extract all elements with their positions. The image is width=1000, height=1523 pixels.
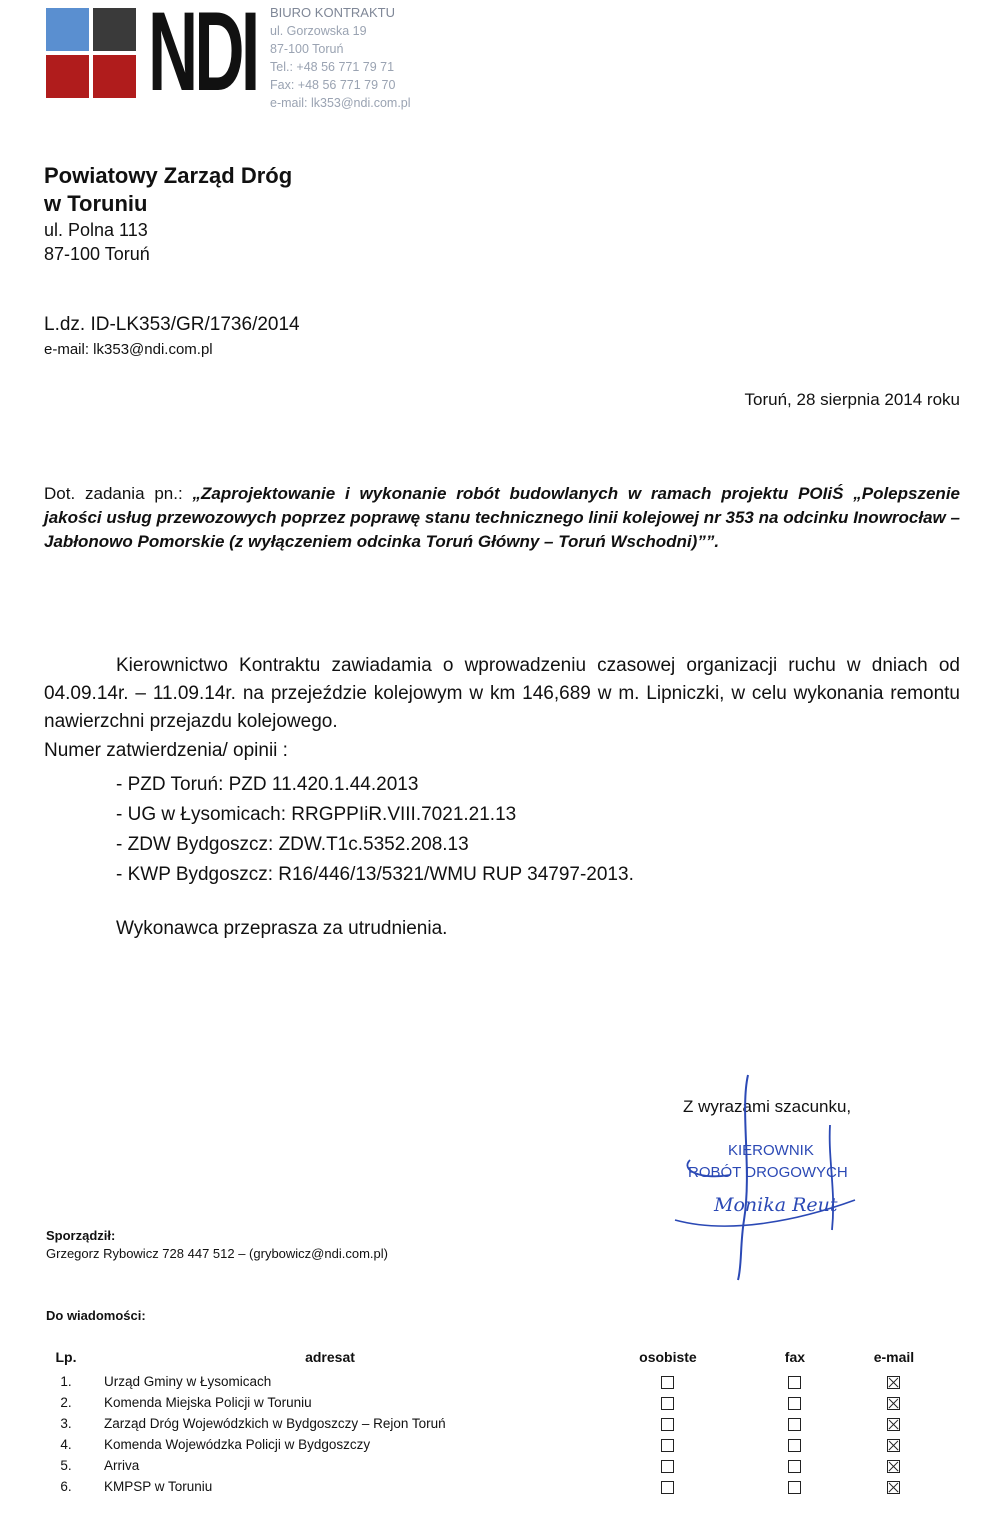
logo-square-red-2 xyxy=(93,55,136,98)
table-row xyxy=(46,1371,960,1392)
office-street: ul. Gorzowska 19 xyxy=(270,24,367,38)
row-number: 6. xyxy=(60,1479,72,1494)
row-number: 4. xyxy=(60,1437,72,1452)
row-addressee: Zarząd Dróg Wojewódzkich w Bydgoszczy – Rejon Toruń xyxy=(104,1416,446,1431)
recipient-address xyxy=(44,218,150,266)
email-checkbox xyxy=(887,1460,900,1473)
office-title: BIURO KONTRAKTU xyxy=(270,5,395,20)
cell-fax xyxy=(762,1476,828,1497)
row-addressee: KMPSP w Toruniu xyxy=(104,1479,213,1494)
reference-number: L.dz. ID-LK353/GR/1736/2014 xyxy=(44,314,300,335)
apology-text: Wykonawca przeprasza za utrudnienia. xyxy=(116,918,448,939)
table-row xyxy=(46,1392,960,1413)
col-fax: fax xyxy=(784,1349,806,1365)
fax-checkbox xyxy=(788,1481,801,1494)
recipient-name-line2: w Toruniu xyxy=(44,191,148,216)
col-lp: Lp. xyxy=(55,1349,77,1365)
subject-text: „Zaprojektowanie i wykonanie robót budowlanych w ramach projektu POIiŚ „Polepszenie jakości usług przewozowych poprzez poprawę stanu technicznego linii kolejowej nr 353 na odcinku Inowrocław – Jabłonowo Pomorskie (z wyłączeniem odcinka Toruń Główny – Toruń Wschodni)””. xyxy=(44,484,960,551)
office-email: e-mail: lk353@ndi.com.pl xyxy=(270,96,411,110)
row-number: 2. xyxy=(60,1395,72,1410)
cell-email xyxy=(828,1371,960,1392)
ndi-logo-squares xyxy=(46,8,136,98)
logo-square-red xyxy=(46,55,89,98)
logo-square-blue xyxy=(46,8,89,51)
office-fax: Fax: +48 56 771 79 70 xyxy=(270,78,396,92)
cell-fax xyxy=(762,1413,828,1434)
row-addressee: Urząd Gminy w Łysomicach xyxy=(104,1374,272,1389)
approval-list xyxy=(116,770,634,890)
personal-checkbox xyxy=(661,1481,674,1494)
table-row xyxy=(46,1434,960,1455)
distribution-rows xyxy=(46,1371,960,1497)
ndi-logo-text: NDI xyxy=(148,0,257,114)
fax-checkbox xyxy=(788,1376,801,1389)
closing-phrase: Z wyrazami szacunku, xyxy=(683,1097,852,1116)
cell-fax xyxy=(762,1434,828,1455)
cell-personal xyxy=(574,1371,762,1392)
personal-checkbox xyxy=(661,1397,674,1410)
approval-label: Numer zatwierdzenia/ opinii : xyxy=(44,740,288,761)
prepared-by-label: Sporządził: xyxy=(46,1228,116,1243)
email-checkbox xyxy=(887,1418,900,1431)
official-stamp xyxy=(680,1140,880,1216)
col-personal: osobiste xyxy=(639,1349,697,1365)
email-checkbox xyxy=(887,1376,900,1389)
col-email: e-mail xyxy=(873,1349,915,1365)
reference-email: e-mail: lk353@ndi.com.pl xyxy=(44,341,213,358)
cell-personal xyxy=(574,1434,762,1455)
stamp-line2: ROBÓT DROGOWYCH xyxy=(688,1164,848,1181)
table-row xyxy=(46,1413,960,1434)
approval-item: - PZD Toruń: PZD 11.420.1.44.2013 xyxy=(116,774,419,795)
row-number: 3. xyxy=(60,1416,72,1431)
cell-email xyxy=(828,1476,960,1497)
recipient-name-line1: Powiatowy Zarząd Dróg xyxy=(44,163,293,188)
personal-checkbox xyxy=(661,1460,674,1473)
cell-fax xyxy=(762,1455,828,1476)
office-address-block xyxy=(270,4,411,112)
stamp-signature-name: Monika Reut xyxy=(714,1194,838,1216)
recipient-city: 87-100 Toruń xyxy=(44,244,150,264)
row-addressee: Komenda Miejska Policji w Toruniu xyxy=(104,1395,312,1410)
stamp-line1: KIEROWNIK xyxy=(728,1142,814,1159)
fax-checkbox xyxy=(788,1397,801,1410)
cell-fax xyxy=(762,1371,828,1392)
approval-item: - KWP Bydgoszcz: R16/446/13/5321/WMU RUP 34797-2013. xyxy=(116,864,634,885)
prepared-by-value: Grzegorz Rybowicz 728 447 512 – (grybowicz@ndi.com.pl) xyxy=(46,1246,388,1261)
fax-checkbox xyxy=(788,1418,801,1431)
row-number: 5. xyxy=(60,1458,72,1473)
personal-checkbox xyxy=(661,1439,674,1452)
fax-checkbox xyxy=(788,1460,801,1473)
approval-item: - ZDW Bydgoszcz: ZDW.T1c.5352.208.13 xyxy=(116,834,469,855)
email-checkbox xyxy=(887,1397,900,1410)
cell-email xyxy=(828,1413,960,1434)
cell-personal xyxy=(574,1476,762,1497)
distribution-header-row xyxy=(46,1349,960,1371)
cell-email xyxy=(828,1455,960,1476)
cell-personal xyxy=(574,1455,762,1476)
approval-item: - UG w Łysomicach: RRGPPIiR.VIII.7021.21.13 xyxy=(116,804,517,825)
cell-email xyxy=(828,1392,960,1413)
office-city: 87-100 Toruń xyxy=(270,42,344,56)
col-addressee: adresat xyxy=(305,1349,355,1365)
cell-personal xyxy=(574,1413,762,1434)
email-checkbox xyxy=(887,1481,900,1494)
table-row xyxy=(46,1455,960,1476)
fax-checkbox xyxy=(788,1439,801,1452)
recipient-name xyxy=(44,162,292,218)
email-checkbox xyxy=(887,1439,900,1452)
subject-line xyxy=(44,482,960,554)
row-addressee: Arriva xyxy=(104,1458,140,1473)
recipient-street: ul. Polna 113 xyxy=(44,220,148,240)
table-row xyxy=(46,1476,960,1497)
cell-personal xyxy=(574,1392,762,1413)
logo-square-dark xyxy=(93,8,136,51)
office-tel: Tel.: +48 56 771 79 71 xyxy=(270,60,395,74)
cell-fax xyxy=(762,1392,828,1413)
personal-checkbox xyxy=(661,1376,674,1389)
cell-email xyxy=(828,1434,960,1455)
distribution-label: Do wiadomości: xyxy=(46,1308,146,1323)
row-number: 1. xyxy=(60,1374,72,1389)
personal-checkbox xyxy=(661,1418,674,1431)
subject-prefix: Dot. zadania pn.: xyxy=(44,484,193,503)
letter-date: Toruń, 28 sierpnia 2014 roku xyxy=(744,390,960,409)
distribution-table xyxy=(46,1349,960,1497)
row-addressee: Komenda Wojewódzka Policji w Bydgoszczy xyxy=(104,1437,371,1452)
body-paragraph: Kierownictwo Kontraktu zawiadamia o wprowadzeniu czasowej organizacji ruchu w dniach od 04.09.14r. – 11.09.14r. na przejeździe kolejowym w km 146,689 w m. Lipniczki, w celu wykonania remontu nawierzchni przejazdu kolejowego. xyxy=(44,655,960,732)
